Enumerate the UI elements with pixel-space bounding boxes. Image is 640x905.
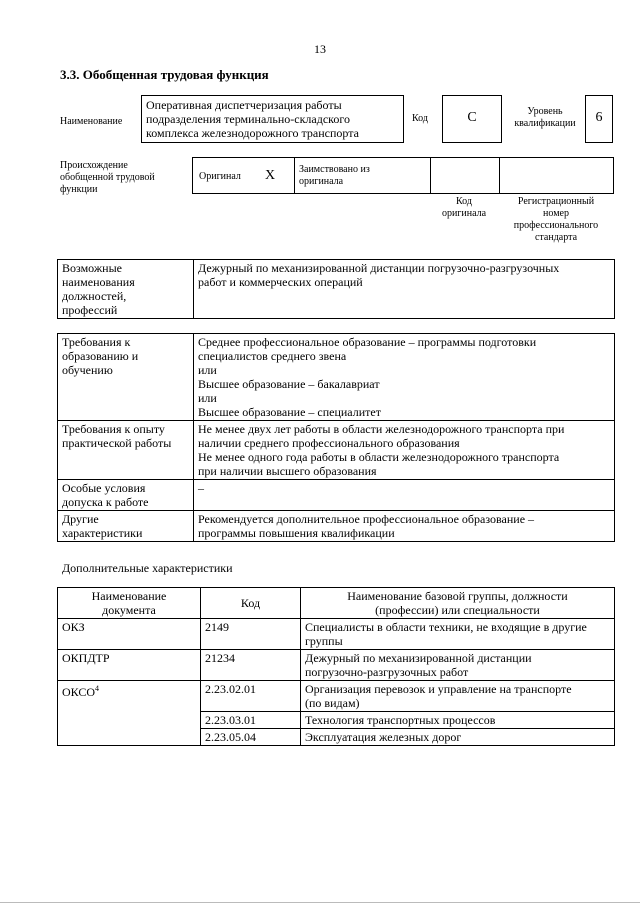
code-value: С [467, 110, 477, 125]
row-code: 2149 [201, 619, 301, 650]
origin-divider-1 [294, 158, 295, 193]
row-name: Технология транспортных процессов [301, 712, 615, 729]
code-value-box [442, 95, 502, 143]
requirement-label: Особые условия допуска к работе [58, 480, 194, 511]
positions-value: Дежурный по механизированной дистанции погрузочно-разгрузочных работ и коммерческих операций [194, 260, 615, 319]
additional-table [57, 587, 615, 746]
row-code: 21234 [201, 650, 301, 681]
row-doc: ОКЗ [58, 619, 201, 650]
page-number: 13 [314, 42, 326, 56]
requirement-label: Другие характеристики [58, 511, 194, 542]
level-label: Уровень квалификации [514, 106, 576, 129]
requirement-label: Требования к образованию и обучению [58, 334, 194, 421]
origin-box [192, 157, 614, 194]
table-row [58, 681, 615, 712]
origin-label: Происхождение обобщенной трудовой функции [60, 160, 155, 195]
requirement-value: Среднее профессиональное образование – программы подготовки специалистов среднего звена или Высшее образование – бакалавриат или Высшее образование – специалитет [194, 334, 615, 421]
level-value-box [585, 95, 613, 143]
name-value: Оперативная диспетчеризация работы подразделения терминально-складского комплекса железнодорожного транспорта [146, 98, 359, 140]
row-code: 2.23.03.01 [201, 712, 301, 729]
reg-number-caption: Регистрационный номер профессионального стандарта [513, 196, 599, 243]
origin-divider-2 [430, 158, 431, 193]
requirement-row-experience [58, 421, 615, 480]
requirement-row-other [58, 511, 615, 542]
positions-table [57, 259, 615, 319]
origin-divider-3 [499, 158, 500, 193]
requirement-row-education [58, 334, 615, 421]
header-code: Код [201, 588, 301, 619]
requirements-table [57, 333, 615, 542]
footnote-mark: 4 [95, 684, 100, 693]
row-doc: ОКСО$^4$ [58, 681, 201, 746]
additional-title: Дополнительные характеристики [62, 561, 233, 575]
row-name: Специалисты в области техники, не входящие в другие группы [301, 619, 615, 650]
positions-label: Возможные наименования должностей, профессий [58, 260, 194, 319]
header-doc: Наименование документа [58, 588, 201, 619]
name-value-box [141, 95, 404, 143]
requirement-row-conditions [58, 480, 615, 511]
requirement-value: Не менее двух лет работы в области железнодорожного транспорта при наличии среднего профессионального образования Не менее одного года работы в области железнодорожного транспорта при наличии высшего образования [194, 421, 615, 480]
row-name: Дежурный по механизированной дистанции погрузочно-разгрузочных работ [301, 650, 615, 681]
positions-row [58, 260, 615, 319]
row-name: Организация перевозок и управление на транспорте (по видам) [301, 681, 615, 712]
row-code: 2.23.05.04 [201, 729, 301, 746]
name-label: Наименование [60, 116, 123, 127]
borrowed-label: Заимствовано из оригинала [299, 164, 370, 187]
page-bottom-edge [0, 902, 640, 903]
additional-header-row [58, 588, 615, 619]
level-value: 6 [595, 110, 603, 125]
code-original-caption: Код оригинала [441, 196, 487, 219]
requirement-label: Требования к опыту практической работы [58, 421, 194, 480]
requirement-value: – [194, 480, 615, 511]
requirement-value: Рекомендуется дополнительное профессиональное образование – программы повышения квалификации [194, 511, 615, 542]
code-label: Код [412, 113, 428, 124]
original-mark: Х [265, 168, 276, 183]
header-name: Наименование базовой группы, должности (профессии) или специальности [301, 588, 615, 619]
section-title: 3.3. Обобщенная трудовая функция [60, 67, 269, 82]
row-code: 2.23.02.01 [201, 681, 301, 712]
row-name: Эксплуатация железных дорог [301, 729, 615, 746]
table-row [58, 650, 615, 681]
table-row [58, 619, 615, 650]
row-doc: ОКПДТР [58, 650, 201, 681]
original-label: Оригинал [199, 171, 241, 182]
